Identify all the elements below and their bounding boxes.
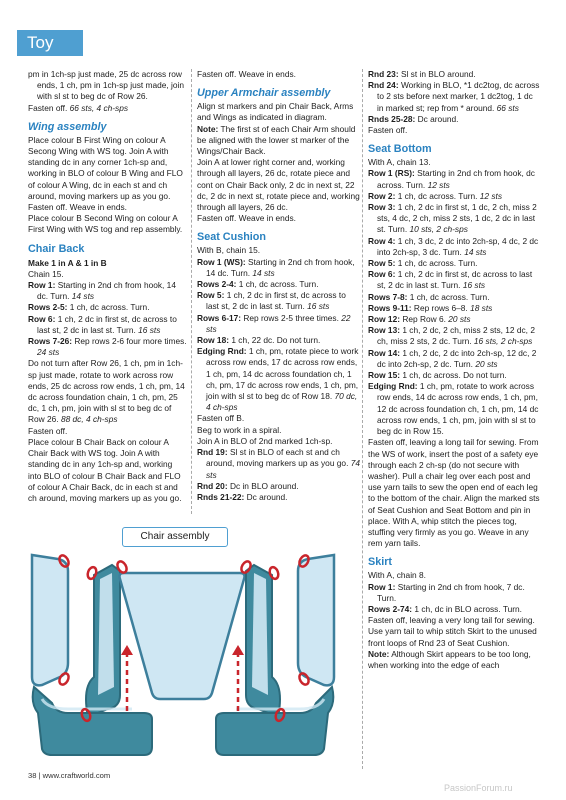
column-3 xyxy=(368,69,540,671)
body-paragraph: Fasten off, leaving a very long tail for sewing. Use yarn tail to whip stitch Skirt to the unused front loops of Rnd 23 of Seat Cushion. xyxy=(368,615,537,648)
row-text: 1 ch, 2 dc in first st, 1 dc, 2 ch, miss 2 sts, 4 dc, 2 ch, miss 2 sts, 1 dc, 2 dc in last st. Turn. xyxy=(377,202,537,235)
pattern-row xyxy=(368,168,540,190)
row-text: 1 ch, 2 dc, 2 ch, miss 2 sts, 12 dc, 2 ch, miss 2 sts, 2 dc. Turn. xyxy=(377,325,535,347)
row-text: Dc around. xyxy=(417,113,459,124)
row-label: Row 2: xyxy=(368,190,396,201)
row-text: Rep rows 2-5 three times. xyxy=(243,312,339,323)
pattern-row xyxy=(197,492,361,503)
stitch-count: 16 sts xyxy=(138,324,161,335)
row-text: 1 ch, dc across. Turn. xyxy=(69,302,150,313)
row-label: Rnds 21-22: xyxy=(197,491,245,502)
body-paragraph: Join A at lower right corner and, working through all layers, 26 dc, rotate piece and cont on Chair Back only, 2 dc in next st, 22 dc, 2 dc in next st, rotate piece and, working through all layers, 26 dc. xyxy=(197,157,360,213)
row-label: Row 5: xyxy=(197,290,225,301)
row-label: Row 18: xyxy=(197,335,229,346)
stitch-count: 66 sts xyxy=(496,102,519,113)
chain-line: With A, chain 13. xyxy=(368,157,431,168)
body-paragraph: Place colour B Chair Back on colour A Chair Back with WS tog. Join A with standing dc in any 1ch-sp and, working into BLO of colour B Chair Back and FLO of colour A Chair Back, dc in each st and ch around, moving markers up as you go. xyxy=(28,436,182,503)
pattern-row xyxy=(197,279,361,290)
row-text: 1 ch, dc across. Turn. xyxy=(238,279,319,290)
column-divider xyxy=(191,69,192,514)
pattern-row xyxy=(197,257,361,279)
body-line: Beg to work in a spiral. xyxy=(197,424,282,435)
fasten-line: Fasten off B. xyxy=(197,413,245,424)
stitch-count: 10 sts, 2 ch-sps xyxy=(409,224,468,235)
row-label: Rows 2-74: xyxy=(368,603,413,614)
fasten-line: Fasten off. xyxy=(28,425,68,436)
pattern-row xyxy=(197,346,361,413)
row-label: Rnd 20: xyxy=(197,480,228,491)
row-label: Row 1: xyxy=(368,581,396,592)
stitch-count: 20 sts xyxy=(475,358,498,369)
pattern-row xyxy=(368,292,540,303)
row-text: Rep Row 6. xyxy=(402,314,446,325)
body-line: Join A in BLO of 2nd marked 1ch-sp. xyxy=(197,435,333,446)
fasten-text: Fasten off. xyxy=(28,102,68,113)
pattern-row xyxy=(368,303,540,314)
note-text: The first st of each Chair Arm should be aligned with the lower st marker of the Wings/Chair Back. xyxy=(197,123,356,157)
row-label: Rows 9-11: xyxy=(368,302,412,313)
row-label: Row 13: xyxy=(368,325,400,336)
row-text: Dc around. xyxy=(246,491,288,502)
row-label: Rnd 23: xyxy=(368,69,399,79)
row-label: Edging Rnd: xyxy=(197,346,247,357)
row-label: Row 14: xyxy=(368,347,400,358)
row-text: Rep rows 2-6 four more times. xyxy=(74,336,187,347)
row-text: 1 ch, 22 dc. Do not turn. xyxy=(231,335,321,346)
note-label: Note: xyxy=(197,123,219,134)
row-label: Rows 2-5: xyxy=(28,302,68,313)
stitch-count: 88 dc, 4 ch-sps xyxy=(60,414,118,425)
pattern-row xyxy=(197,447,361,481)
column-divider xyxy=(362,69,363,769)
stitch-count: 70 dc, 4 ch-sps xyxy=(206,391,358,413)
pattern-row xyxy=(368,69,540,80)
pattern-row xyxy=(368,348,540,370)
stitch-count: 16 sts xyxy=(307,301,330,312)
pattern-row xyxy=(197,481,361,492)
column-2 xyxy=(197,69,361,503)
right-arm-inner xyxy=(252,573,268,695)
stitch-count: 16 sts xyxy=(462,280,486,291)
row-text: Starting in 2nd ch from hook, 7 dc. Turn. xyxy=(377,581,525,603)
stitch-count: 14 sts xyxy=(252,267,275,278)
row-label: Row 4: xyxy=(368,235,396,246)
stitch-count: 12 sts xyxy=(479,190,503,201)
row-text: 1 ch, 3 dc, 2 dc into 2ch-sp, 4 dc, 2 dc into 2ch-sp, 3 dc. Turn. xyxy=(377,235,539,257)
note-paragraph xyxy=(368,649,540,671)
body-text: Do not turn after Row 26, 1 ch, pm in 1ch-sp just made, rotate to work across row ends, 25 dc across row ends, 1 ch, pm, 14 dc across foundation chain, 1 ch, pm, 25 dc, 1 ch, pm, join with sl st to beg dc of Row 26. xyxy=(28,358,185,425)
pattern-row xyxy=(197,290,361,312)
skirt-heading: Skirt xyxy=(368,556,393,569)
row-label: Row 3: xyxy=(368,202,396,213)
fasten-line: Fasten off. Weave in ends. xyxy=(197,213,296,224)
page-number: 38 xyxy=(28,771,37,780)
chair-assembly-diagram xyxy=(28,527,358,757)
wing-assembly-heading: Wing assembly xyxy=(28,120,107,133)
pattern-row xyxy=(368,202,540,236)
stitch-count: 18 sts xyxy=(470,302,493,313)
make-line: Make 1 in A & 1 in B xyxy=(28,257,107,268)
pattern-row xyxy=(368,370,540,381)
pattern-row xyxy=(368,269,540,291)
diagram-label: Chair assembly xyxy=(122,527,228,547)
row-label: Edging Rnd: xyxy=(368,381,418,392)
row-text: 1 ch, pm, rotate to work across row ends, 14 dc across row ends, 1 ch, pm, 12 dc across foundation ch, 1 ch, pm, 14 dc across row ends, 1 ch, pm, join with sl st to beg dc in Row 15. xyxy=(377,381,539,437)
stitch-count: 16 sts, 2 ch-sps xyxy=(473,336,533,347)
pattern-row xyxy=(368,325,540,347)
stitch-count: 22 sts xyxy=(206,312,351,334)
chair-back-heading: Chair Back xyxy=(28,242,85,255)
stitch-count: 20 sts xyxy=(448,314,471,325)
fasten-line: Fasten off. xyxy=(368,125,408,136)
pattern-row xyxy=(197,335,361,346)
pattern-row xyxy=(368,258,540,269)
row-label: Row 1: xyxy=(28,280,56,291)
row-label: Rows 7-26: xyxy=(28,336,73,347)
right-wing-piece xyxy=(298,555,334,685)
row-label: Rows 6-17: xyxy=(197,312,242,323)
pattern-row xyxy=(28,302,188,313)
pattern-row xyxy=(197,313,361,335)
row-text: 1 ch, 2 dc in first st, dc across to last st, 2 dc in last st. Turn. xyxy=(377,269,533,291)
pattern-row xyxy=(368,114,540,125)
wing-paragraph-2: Place colour B Second Wing on colour A First Wing with WS tog and rep assembly. xyxy=(28,213,183,235)
stitch-count: 14 sts xyxy=(464,246,487,257)
row-text: 1 ch, dc across. Do not turn. xyxy=(402,370,507,381)
stitch-count: 66 sts, 4 ch-sps xyxy=(69,102,129,113)
seat-bottom-heading: Seat Bottom xyxy=(368,143,432,156)
row-label: Row 6: xyxy=(368,269,396,280)
row-text: 1 ch, pm, rotate piece to work across row ends, 17 dc across row ends, 1 ch, pm, 14 dc across foundation ch, 1 ch, pm, 17 dc across row ends, 1 ch, pm, join with sl st to beg dc of Row 18. xyxy=(206,346,359,402)
column-1 xyxy=(28,69,188,504)
row-text: 1 ch, 2 dc, 2 dc into 2ch-sp, 12 dc, 2 dc into 2ch-sp, 2 dc. Turn. xyxy=(377,347,537,369)
row-text: 1 ch, dc across. Turn. xyxy=(409,291,490,302)
page-footer: 38 | www.craftworld.com xyxy=(28,771,111,780)
arrow-left-head xyxy=(121,645,133,655)
chain-line: Chain 15. xyxy=(28,268,64,279)
stitch-count: 24 sts xyxy=(37,347,60,358)
row-text: 1 ch, dc across. Turn. xyxy=(397,258,478,269)
pattern-row xyxy=(368,381,540,437)
row-text: Rep rows 6–8. xyxy=(413,302,468,313)
row-text: 1 ch, 2 dc in first st, dc across to last st, 2 dc in last st. Turn. xyxy=(206,290,346,312)
note-label: Note: xyxy=(368,648,390,659)
wing-fasten: Fasten off. Weave in ends. xyxy=(28,202,127,213)
row-label: Rnd 19: xyxy=(197,447,228,458)
row-label: Row 1 (WS): xyxy=(197,256,246,267)
chain-line: With B, chain 15. xyxy=(197,245,261,256)
pattern-row xyxy=(28,314,188,336)
pattern-row xyxy=(368,604,540,615)
row-text: Sl st in BLO of each st and ch around, moving markers up as you go. xyxy=(206,447,349,469)
arrow-right-head xyxy=(232,645,244,655)
pattern-row xyxy=(28,280,188,302)
row-text: 1 ch, 2 dc in first st, dc across to last st, 2 dc in last st. Turn. xyxy=(37,313,177,335)
row-text: Starting in 2nd ch from hook, 14 dc. Turn. xyxy=(37,280,176,302)
note-text: Although Skirt appears to be too long, when working into the edge of each xyxy=(368,648,531,670)
continued-text: pm in 1ch-sp just made, 25 dc across row ends, 1 ch, pm in 1ch-sp just made, join with sl st to beg dc of Row 26. xyxy=(28,69,185,102)
row-text: Sl st in BLO around. xyxy=(400,69,476,79)
pattern-row xyxy=(368,582,540,604)
seat-cushion-heading: Seat Cushion xyxy=(197,231,266,244)
row-label: Row 15: xyxy=(368,370,400,381)
row-label: Rnd 24: xyxy=(368,80,399,91)
note-paragraph xyxy=(197,124,361,158)
row-text: Dc in BLO around. xyxy=(229,480,299,491)
row-label: Rows 2-4: xyxy=(197,279,237,290)
row-text: Working in BLO, *1 dc2tog, dc across to 2 sts before next marker, 1 dc2tog, 1 dc in marked st; rep from * around. xyxy=(377,80,540,113)
row-text: 1 ch, dc in BLO across. Turn. xyxy=(414,603,522,614)
row-text: Starting in 2nd ch from hook, dc across. Turn. xyxy=(377,168,535,190)
row-label: Rnds 25-28: xyxy=(368,113,416,124)
fasten-line: Fasten off. Weave in ends. xyxy=(197,69,296,79)
pattern-row xyxy=(368,191,540,202)
body-paragraph: Fasten off, leaving a long tail for sewing. From the WS of work, insert the post of a safety eye through each 2 ch-sp (do not secure with washer). Pull a chair leg over each post and use yarn tails to sew the open end of each leg to the bottom of the chair. Align the marked sts of Seat Cushion and Seat Bottom and pin in place. With A, whip stitch the pieces tog, stuffing very firmly as you go. Weave in any rem yarn tails. xyxy=(368,437,540,549)
pattern-row xyxy=(368,80,540,114)
stitch-count: 14 sts xyxy=(71,291,95,302)
watermark: PassionForum.ru xyxy=(444,783,513,793)
pattern-row xyxy=(368,314,540,325)
row-label: Row 5: xyxy=(368,258,396,269)
left-arm-inner xyxy=(98,573,114,695)
upper-armchair-heading: Upper Armchair assembly xyxy=(197,87,331,100)
body-paragraph: Align st markers and pin Chair Back, Arms and Wings as indicated in diagram. xyxy=(197,101,354,123)
stitch-count: 12 sts xyxy=(427,179,450,190)
row-text: Starting in 2nd ch from hook, 14 dc. Turn. xyxy=(206,256,355,278)
row-label: Row 1 (RS): xyxy=(368,168,415,179)
left-wing-piece xyxy=(32,555,68,685)
row-label: Row 6: xyxy=(28,313,56,324)
stitch-count: 74 sts xyxy=(206,458,360,480)
body-paragraph xyxy=(28,358,188,425)
chair-back-piece xyxy=(120,573,245,699)
pattern-row xyxy=(368,236,540,258)
site-link[interactable]: www.craftworld.com xyxy=(42,771,111,780)
continued-fasten xyxy=(28,103,188,114)
section-tab: Toy xyxy=(17,30,83,56)
pattern-row xyxy=(28,336,188,358)
row-label: Row 12: xyxy=(368,314,400,325)
wing-paragraph-1: Place colour B First Wing on colour A Secong Wing with WS tog. Join A with standing dc in any corner 1ch-sp and, working in BLO of colour B Wing and FLO of colour A Wing, dc in each st and ch around, moving markers up as you go. xyxy=(28,134,183,201)
chair-assembly-illustration xyxy=(28,527,358,757)
row-label: Rows 7-8: xyxy=(368,291,408,302)
chain-line: With A, chain 8. xyxy=(368,570,426,581)
row-text: 1 ch, dc across. Turn. xyxy=(397,190,478,201)
